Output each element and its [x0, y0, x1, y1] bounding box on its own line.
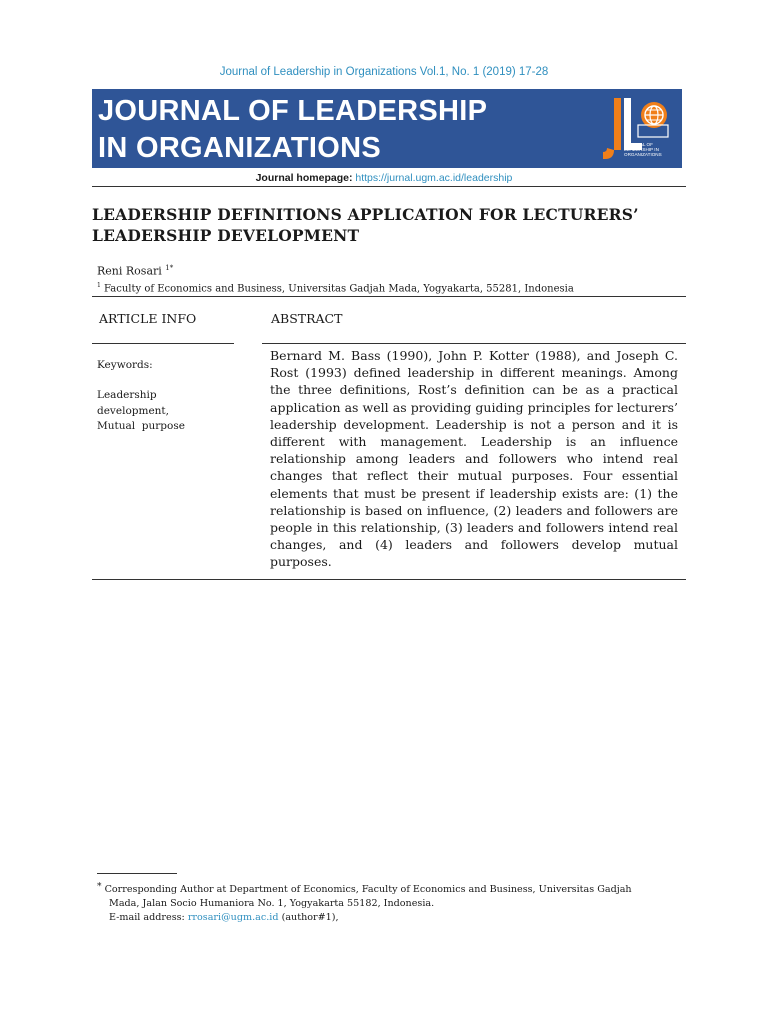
logo-text-line: LEADERSHIP IN [624, 147, 659, 152]
author-name: Reni Rosari [97, 264, 162, 278]
journal-title-line2: IN ORGANIZATIONS [98, 132, 381, 164]
journal-title [98, 93, 578, 167]
header-divider [92, 186, 686, 187]
logo-text [624, 142, 680, 157]
footnote-mark: * [97, 882, 102, 892]
logo-text-line: JOURNAL OF [624, 142, 653, 147]
footnote-line1 [97, 880, 682, 897]
footnote-email-line [97, 911, 682, 925]
abstract-text: Bernard M. Bass (1990), John P. Kotter (1988), and Joseph C. Rost (1993) defined leadership in different meanings. Among the three definitions, Rost’s definition can be as a practical application as well as providing guiding principles for lecturers’ leadership development. Leadership is not a person and it is different with management. Leadership is an influence relationship among leaders and followers who intend real changes that reflect their mutual purposes. Four essential elements that must be present if leadership exists are: (1) the relationship is based on influence, (2) leaders and followers are people in this relationship, (3) leaders and followers intend real changes, and (4) leaders and followers develop mutual purposes. [270, 348, 678, 570]
article-title-line2: LEADERSHIP DEVELOPMENT [92, 226, 360, 245]
journal-title-line1: JOURNAL OF LEADERSHIP [98, 95, 488, 127]
keywords-list [97, 388, 185, 435]
homepage-link[interactable]: https://jurnal.ugm.ac.id/leadership [355, 172, 513, 184]
keyword-item: development, [97, 404, 169, 417]
article-title [92, 204, 692, 246]
affiliation-mark: 1 [97, 282, 101, 289]
homepage-label: Journal homepage: [255, 172, 353, 184]
author-marks: 1* [165, 264, 174, 272]
keyword-item: Leadership [97, 389, 157, 401]
footnote-text-line1: Corresponding Author at Department of Economics, Faculty of Economics and Business, Universitas Gadjah [104, 884, 632, 895]
footnote-text-line2: Mada, Jalan Socio Humaniora No. 1, Yogyakarta 55182, Indonesia. [109, 898, 435, 909]
footnote-divider [97, 873, 177, 874]
email-label: E-mail address: [109, 912, 185, 923]
abstract-divider [262, 343, 686, 344]
email-link[interactable]: rrosari@ugm.ac.id [187, 912, 279, 923]
journal-homepage [0, 172, 768, 184]
affiliation-text: Faculty of Economics and Business, Universitas Gadjah Mada, Yogyakarta, 55281, Indonesia [104, 283, 574, 295]
author-line [97, 264, 173, 278]
abstract-bottom-divider [92, 579, 686, 580]
affiliation-line [97, 282, 574, 294]
keyword-item: Mutual purpose [97, 420, 185, 432]
footnote [97, 880, 682, 925]
section-divider [92, 296, 686, 297]
running-head: Journal of Leadership in Organizations Vol.1, No. 1 (2019) 17-28 [219, 66, 549, 78]
article-info-divider [92, 343, 234, 344]
email-suffix: (author#1), [281, 912, 339, 923]
article-info-heading: ARTICLE INFO [99, 311, 197, 326]
logo-text-line: ORGANIZATIONS [624, 152, 662, 157]
article-title-line1: LEADERSHIP DEFINITIONS APPLICATION FOR LECTURERS’ [92, 205, 639, 224]
abstract-heading: ABSTRACT [271, 311, 343, 326]
keywords-label: Keywords: [97, 359, 153, 371]
